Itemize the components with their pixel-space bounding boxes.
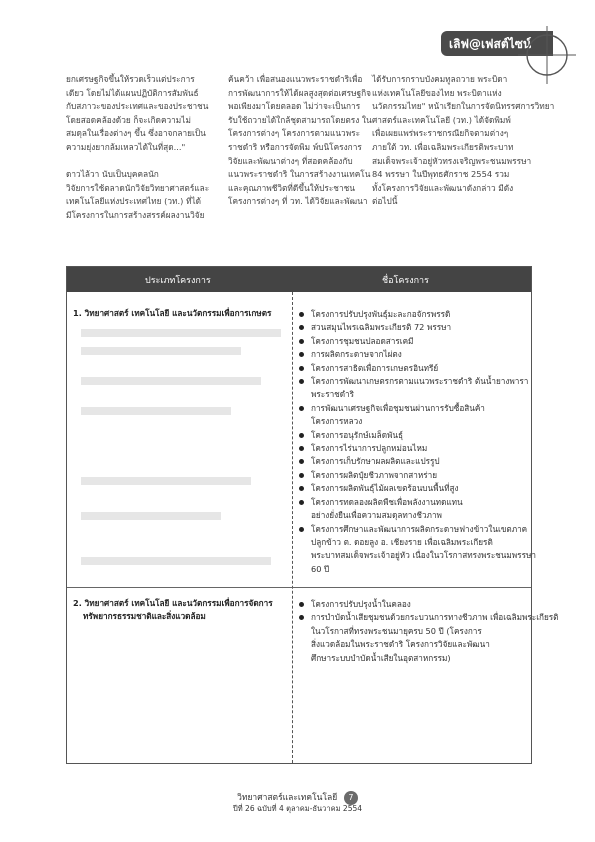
bullet-icon [299, 325, 304, 330]
body-text-line: นวัตกรรมไทย" หน้าเรียกในการจัดนิทรรศการวิทยา [372, 101, 555, 112]
bleed-through-shadow [81, 477, 251, 485]
category-label-line: ทรัพยากรธรรมชาติและสิ่งแวดล้อม [83, 611, 206, 621]
body-text-line: กับสภาวะของประเทศและของประชาชน [66, 101, 209, 112]
bullet-icon [299, 406, 304, 411]
project-name-line: 60 ปี [311, 563, 330, 574]
body-text-line: ภายใต้ วท. เพื่อเฉลิมพระเกียรติพระบาท [372, 141, 514, 152]
project-item [299, 335, 527, 348]
body-text-line: โครงการต่างๆ ที่ วท. ได้วิจัยและพัฒนา [228, 196, 368, 207]
table-header [67, 267, 531, 292]
project-item [299, 482, 527, 495]
project-name-line: อย่างยั่งยืนเพื่อความสมดุลทางชีวภาพ [311, 510, 442, 521]
project-name-line: โครงการปรับปรุงน้ำในคลอง [311, 599, 411, 609]
project-name-line: สวนสมุนไพรเฉลิมพระเกียรติ 72 พรรษา [311, 322, 452, 333]
category-environment [73, 597, 287, 623]
body-text-line: การพัฒนาการให้ได้ผลสูงสุดต่อเศรษฐกิจ [228, 87, 372, 98]
body-text-line: เดียว โดยไม่ได้แผนปฏิบัติการสัมพันธ์ [66, 87, 199, 98]
project-name-line: โครงการชุมชนปลอดสารเคมี [311, 335, 414, 346]
bullet-icon [299, 366, 304, 371]
category-label-line: 2. วิทยาศาสตร์ เทคโนโลยี และนวัตกรรมเพื่อการจัดการ [73, 598, 273, 608]
project-name-line: การผลิตกระดาษจากไผ่ตง [311, 349, 402, 360]
project-item [299, 362, 527, 375]
body-column-2 [228, 73, 372, 209]
bullet-icon [299, 446, 304, 451]
project-item [299, 611, 559, 665]
project-name-line: โครงการผลิตพันธุ์ไม้ผลเขตร้อนบนพื้นที่สูง [311, 483, 459, 494]
project-name-line: โครงการเก็บรักษาผลผลิตและแปรรูป [311, 456, 440, 467]
body-text-line: แห่งเทคโนโลยีของไทย พระบิดาแห่ง [372, 87, 502, 98]
project-name-line: โครงการทดลองผลิตพืชเพื่อพลังงานทดแทน [311, 496, 463, 507]
body-text-line: และคุณภาพชีวิตที่ดีขึ้นให้ประชาชน [228, 182, 355, 193]
bullet-icon [299, 473, 304, 478]
body-text-line: เพื่อเผยแพร่พระราชกรณียกิจตามต่างๆ [372, 128, 509, 139]
project-name-line: โครงการผลิตปุ๋ยชีวภาพจากสาหร่าย [311, 469, 438, 480]
body-text-line: เทคโนโลยีแห่งประเทศไทย (วท.) ที่ได้ [66, 196, 202, 207]
body-column-3 [372, 73, 555, 209]
project-table [66, 266, 559, 764]
bleed-through-shadow [81, 347, 241, 355]
project-item [299, 496, 527, 523]
project-item [299, 469, 527, 482]
section-tab-label: เลิฟ@เฟสต์ไซน์ [449, 37, 532, 51]
body-text-line: พอเพียงมาโดยตลอด ไม่ว่าจะเป็นการ [228, 101, 361, 112]
project-item [299, 455, 527, 468]
body-text-line: ได้รับการกราบบังคมทูลถวาย พระบิดา [372, 74, 508, 84]
category-label-line: 1. วิทยาศาสตร์ เทคโนโลยี และนวัตกรรมเพื่อการเกษตร [73, 308, 272, 318]
bleed-through-shadow [81, 407, 231, 415]
project-item [299, 375, 527, 402]
project-item [299, 598, 527, 611]
project-list-environment [299, 598, 559, 665]
bleed-through-shadow [81, 329, 281, 337]
project-name-line: ศึกษาระบบบำบัดน้ำเสียในอุตสาหกรรม) [311, 652, 451, 663]
body-text-line: วิจัยการใช้ตลาดนักวิจัยวิทยาศาสตร์และ [66, 182, 210, 193]
project-name-line: พระราชดำริ [311, 389, 355, 400]
project-name-line: โครงการปรับปรุงพันธุ์มะละกอจักรพรรดิ [311, 309, 451, 319]
project-name-line: โครงการศึกษาและพัฒนาการผลิตกระดาษฟางข้าวในเขตภาค [311, 523, 528, 534]
bullet-icon [299, 527, 304, 532]
bullet-icon [299, 379, 304, 384]
bullet-icon [299, 339, 304, 344]
column-header-category: ประเภทโครงการ [145, 276, 211, 286]
body-text-line: 84 พรรษา ในปีพุทธศักราช 2554 รวม [372, 169, 510, 180]
body-text-line: ทั้งโครงการวิจัยและพัฒนาดังกล่าว มีดัง [372, 182, 514, 193]
bleed-through-shadow [81, 557, 271, 565]
project-name-line: พระบาทสมเด็จพระเจ้าอยู่หัว เนื่องในวโรกาสทรงพระชนมพรรษา [311, 550, 536, 561]
bullet-icon [299, 486, 304, 491]
project-name-line: การบำบัดน้ำเสียชุมชนด้วยกระบวนการทางชีวภาพ เพื่อเฉลิมพระเกียรติ [311, 612, 559, 623]
column-header-project: ชื่อโครงการ [382, 276, 429, 286]
bullet-icon [299, 433, 304, 438]
body-text-line: ค้นคว้า เพื่อสนองแนวพระราชดำริเพื่อ [228, 74, 363, 84]
project-name-line: โครงการไร่นาการปลูกหม่อนไหม [311, 443, 428, 454]
project-name-line: โครงการหลวง [311, 416, 363, 427]
project-name-line: ในวโรกาสที่ทรงพระชนมายุครบ 50 ปี (โครงการ [311, 625, 482, 636]
section-divider [67, 587, 531, 588]
body-text-line: ต่อไปนี้ [372, 196, 398, 207]
bleed-through-shadow [81, 377, 261, 385]
bullet-icon [299, 500, 304, 505]
body-text-line: ความยุ่งยากล้มเหลวได้ในที่สุด..." [66, 141, 186, 152]
body-text-line: สมดุลในเรื่องต่างๆ ขึ้น ซึ่งอาจกลายเป็น [66, 128, 206, 139]
body-text-line: ยกเศรษฐกิจขึ้นให้รวดเร็วแต่ประการ [66, 74, 195, 84]
bullet-icon [299, 615, 304, 620]
bullet-icon [299, 602, 304, 607]
bullet-icon [299, 352, 304, 357]
project-name-line: ปลูกข้าว ต. ดอยลูง อ. เชียงราย เพื่อเฉลิมพระเกียรติ [311, 536, 493, 547]
column-divider [292, 292, 293, 763]
body-text-line: สมเด็จพระเจ้าอยู่หัวทรงเจริญพระชนมพรรษา [372, 155, 532, 166]
body-text-line: แนวพระราชดำริ ในการสร้างงานเทคโน [228, 169, 371, 180]
body-text-line: วิจัยและพัฒนาต่างๆ ที่สอดคล้องกับ [228, 155, 353, 166]
project-name-line: โครงการพัฒนาเกษตรกรตามแนวพระราชดำริ ต้นน้ำยางพารา [311, 376, 529, 387]
body-text-line [66, 155, 216, 169]
project-item [299, 442, 527, 455]
bullet-icon [299, 312, 304, 317]
project-name-line: โครงการอนุรักษ์เมล็ดพันธุ์ [311, 429, 404, 440]
project-item [299, 523, 536, 577]
body-text-line: โดยสอดคล้องด้วย ก็จะเกิดความไม่ [66, 114, 191, 125]
category-agriculture [73, 307, 287, 320]
project-item [299, 308, 527, 321]
project-item [299, 429, 527, 442]
body-text-line: โครงการต่างๆ โครงการตามแนวพระ [228, 128, 361, 139]
project-list-agriculture [299, 308, 536, 576]
project-item [299, 402, 527, 429]
body-text-line: ราชดำริ หรือการจัดพิม พ์บนิโครงการ [228, 141, 362, 152]
footer-issue: ปีที่ 26 ฉบับที่ 4 ตุลาคม-ธันวาคม 2554 [232, 804, 363, 813]
journal-title: วิทยาศาสตร์และเทคโนโลยี [237, 793, 338, 803]
body-text-line: มีโครงการในการสร้างสรรค์ผลงานวิจัย [66, 209, 205, 220]
body-text-line: ดาวไล้วา นับเป็นบุคคลนัก [66, 169, 159, 180]
project-item [299, 321, 527, 334]
body-text-line: ศาสตร์และเทคโนโลยี (วท.) ได้จัดพิมพ์ [372, 114, 511, 125]
bullet-icon [299, 459, 304, 464]
page-number: 7 [344, 791, 358, 805]
project-name-line: การพัฒนาเศรษฐกิจเพื่อชุมชนผ่านการรับซื้อสินค้า [311, 402, 485, 413]
project-name-line: สิ่งแวดล้อมในพระราชดำริ โครงการวิจัยและพัฒนา [311, 639, 490, 650]
bleed-through-shadow [81, 512, 221, 520]
body-text-line: รับใช้ถวายได้ใกล้ชุดสามารถโดยตรง ใน [228, 114, 372, 125]
project-name-line: โครงการสาธิตเพื่อการเกษตรอินทรีย์ [311, 362, 439, 373]
project-item [299, 348, 527, 361]
body-column-1 [66, 73, 216, 223]
